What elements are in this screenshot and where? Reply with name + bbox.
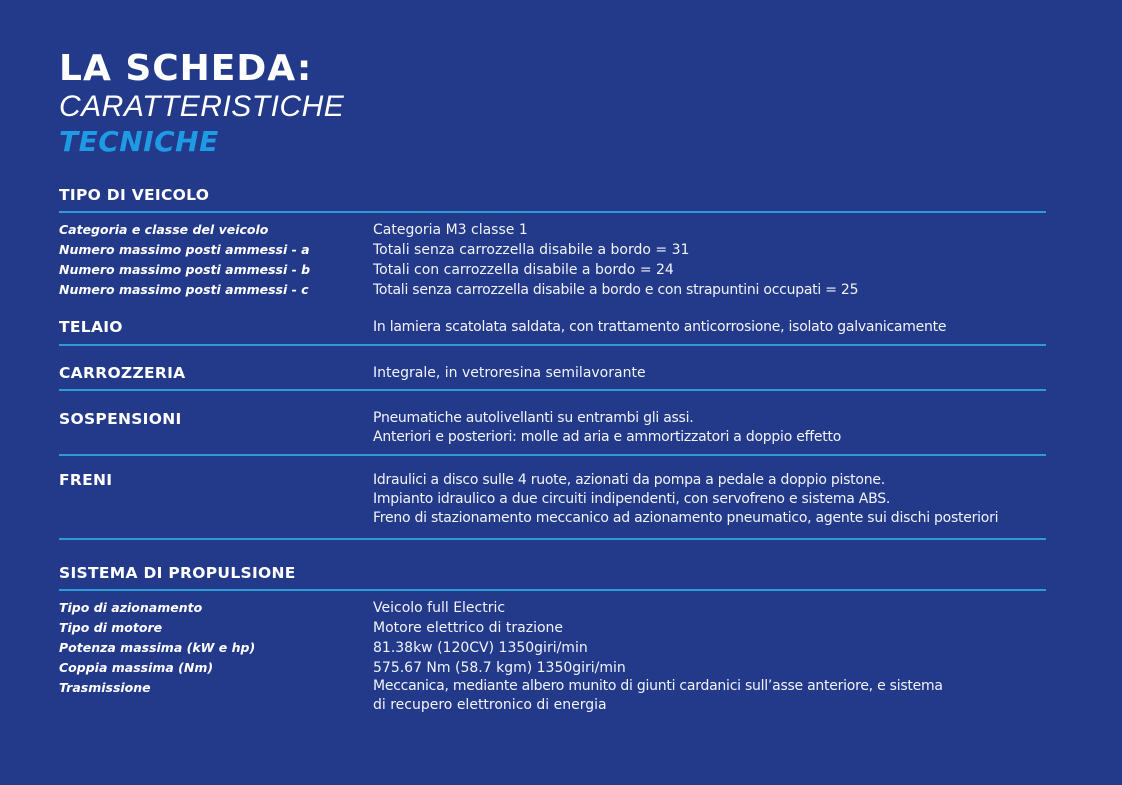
section-title-carrozzeria: CARROZZERIA: [59, 364, 186, 382]
sospensioni-line: Anteriori e posteriori: molle ad aria e ammortizzatori a doppio effetto: [373, 429, 842, 445]
divider: [59, 389, 1046, 391]
title-line-2: CARATTERISTICHE: [59, 90, 345, 123]
title-line-3: TECNICHE: [59, 125, 219, 158]
freni-line: Impianto idraulico a due circuiti indipendenti, con servofreno e sistema ABS.: [373, 491, 891, 507]
freni-line: Freno di stazionamento meccanico ad azionamento pneumatico, agente sui dischi posteriori: [373, 510, 999, 526]
spec-label: Categoria e classe del veicolo: [59, 222, 269, 237]
spec-value: 81.38kw (120CV) 1350giri/min: [373, 640, 588, 656]
spec-label: Tipo di motore: [59, 620, 163, 635]
spec-value: 575.67 Nm (58.7 kgm) 1350giri/min: [373, 660, 626, 676]
spec-value: Categoria M3 classe 1: [373, 222, 528, 238]
spec-value: Veicolo full Electric: [373, 600, 506, 616]
spec-label: Potenza massima (kW e hp): [59, 640, 256, 655]
spec-value: Totali senza carrozzella disabile a bordo e con strapuntini occupati = 25: [373, 282, 859, 298]
section-title-telaio: TELAIO: [59, 318, 123, 336]
freni-line: Idraulici a disco sulle 4 ruote, azionati da pompa a pedale a doppio pistone.: [373, 472, 885, 488]
sospensioni-values: [373, 409, 841, 447]
sospensioni-line: Pneumatiche autolivellanti su entrambi gli assi.: [373, 410, 694, 426]
divider: [59, 454, 1046, 456]
spec-value: Totali con carrozzella disabile a bordo = 24: [373, 262, 674, 278]
freni-values: [373, 471, 998, 528]
section-title-tipo-veicolo: TIPO DI VEICOLO: [59, 186, 210, 204]
spec-value: Totali senza carrozzella disabile a bordo = 31: [373, 242, 690, 258]
divider: [59, 589, 1046, 591]
spec-label: Trasmissione: [59, 680, 151, 695]
carrozzeria-value: Integrale, in vetroresina semilavorante: [373, 365, 646, 381]
title-line-1: LA SCHEDA:: [59, 48, 313, 89]
spec-value: Motore elettrico di trazione: [373, 620, 564, 636]
section-title-freni: FRENI: [59, 471, 113, 489]
telaio-value: In lamiera scatolata saldata, con trattamento anticorrosione, isolato galvanicamente: [373, 319, 947, 335]
spec-label: Numero massimo posti ammessi - a: [59, 242, 310, 257]
divider: [59, 211, 1046, 213]
spec-label: Numero massimo posti ammessi - c: [59, 282, 309, 297]
spec-label: Coppia massima (Nm): [59, 660, 214, 675]
spec-value: Meccanica, mediante albero munito di giunti cardanici sull’asse anteriore, e sistema: [373, 678, 943, 694]
spec-label: Tipo di azionamento: [59, 600, 203, 615]
divider: [59, 538, 1046, 540]
spec-label: Numero massimo posti ammessi - b: [59, 262, 311, 277]
spec-value-continuation: di recupero elettronico di energia: [373, 697, 607, 713]
divider: [59, 344, 1046, 346]
section-title-propulsione: SISTEMA DI PROPULSIONE: [59, 564, 296, 582]
section-title-sospensioni: SOSPENSIONI: [59, 410, 182, 428]
